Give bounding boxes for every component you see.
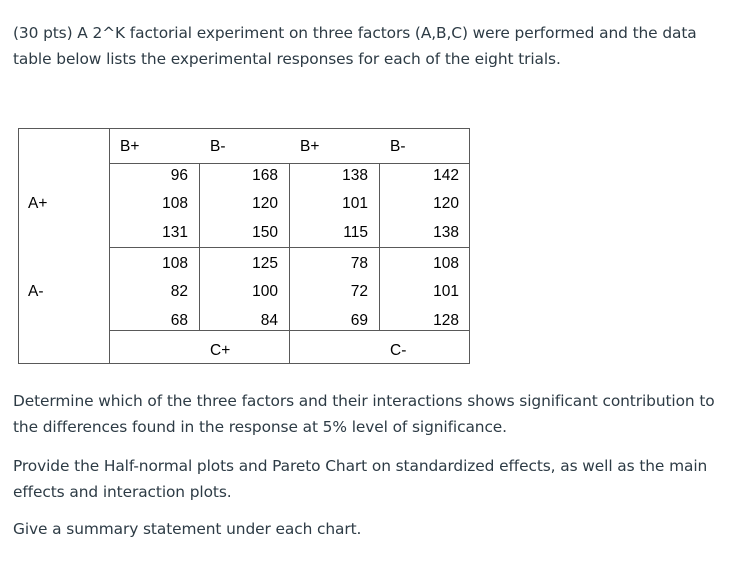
table-border-top [18,128,470,129]
table-divider-b2 [379,163,380,331]
table-cell: 168 [252,167,278,184]
table-cell: 84 [260,312,278,329]
table-cell: 120 [252,195,278,212]
col-header: B+ [120,138,140,155]
table-divider-rowheader [109,128,110,364]
table-border-right [469,128,470,364]
col-header: B- [210,138,226,155]
task-determine: Determine which of the three factors and their interactions shows significant contribution to the differences found in the response at 5% level of significance. [13,392,715,436]
table-cell: 96 [170,167,188,184]
task-summary: Give a summary statement under each chart. [13,520,362,538]
table-cell: 150 [252,224,278,241]
col-header: B+ [300,138,320,155]
row-header: A+ [28,195,48,212]
table-cell: 131 [162,224,188,241]
row-header: A- [28,283,44,300]
table-cell: 138 [433,224,459,241]
table-cell: 125 [252,255,278,272]
table-cell: 108 [162,255,188,272]
table-cell: 120 [433,195,459,212]
table-cell: 69 [350,312,368,329]
table-cell: 68 [170,312,188,329]
table-cell: 101 [433,283,459,300]
col-header: B- [390,138,406,155]
table-cell: 108 [433,255,459,272]
table-cell: 138 [342,167,368,184]
table-cell: 115 [343,224,368,241]
table-cell: 128 [433,312,459,329]
bottom-header: C- [390,342,407,359]
problem-intro: (30 pts) A 2^K factorial experiment on three factors (A,B,C) were performed and the data table below lists the experimental responses for each of the eight trials. [13,24,697,68]
task-provide: Provide the Half-normal plots and Pareto Chart on standardized effects, as well as the main effects and interaction plots. [13,457,708,501]
table-border-left [18,128,19,364]
table-cell: 108 [162,195,188,212]
table-divider-b1 [199,163,200,331]
table-border-bottom [18,363,470,364]
data-table [18,128,470,364]
table-cell: 100 [252,283,278,300]
table-cell: 72 [350,283,368,300]
bottom-header: C+ [210,342,231,359]
table-cell: 82 [170,283,188,300]
table-cell: 142 [433,167,459,184]
table-cell: 78 [350,255,368,272]
table-divider-c [289,163,290,364]
table-cell: 101 [342,195,368,212]
